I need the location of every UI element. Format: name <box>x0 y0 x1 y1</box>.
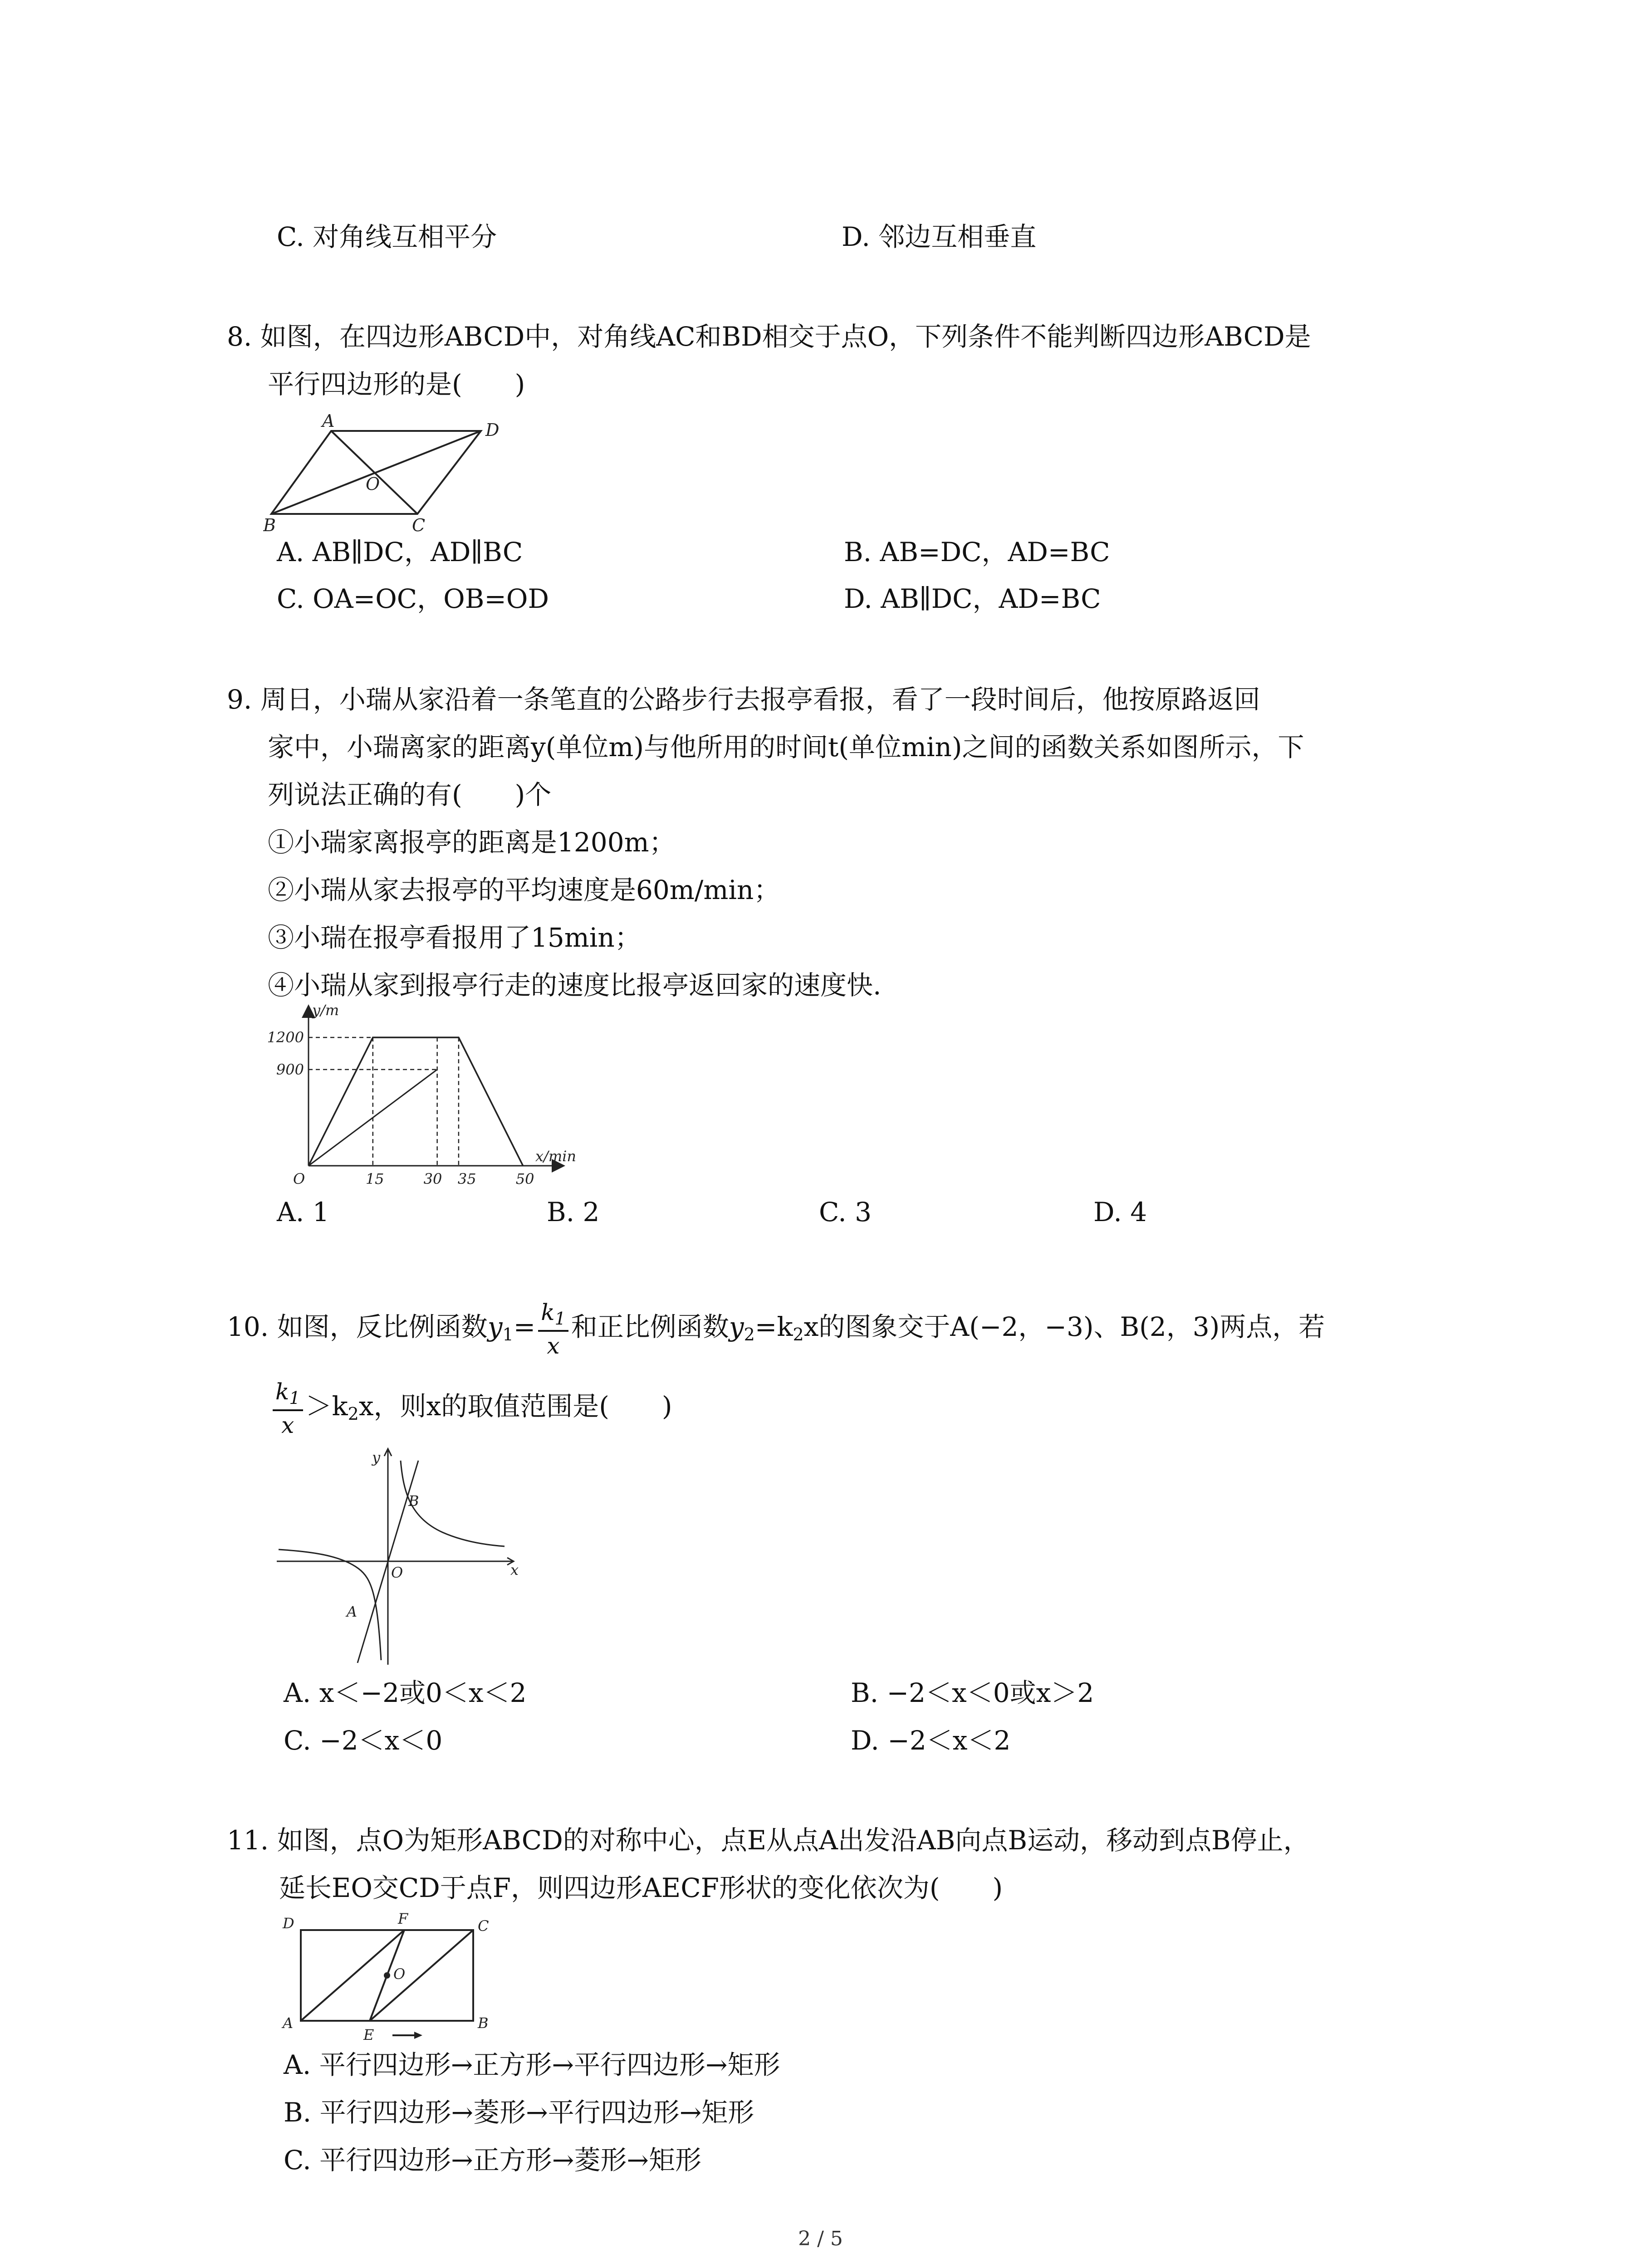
q9-option-a[interactable]: A. 1 <box>277 1197 329 1227</box>
q10-stem-line2 <box>270 1372 672 1448</box>
q10-line2-rest: x，则x的取值范围是( ) <box>358 1391 672 1422</box>
graph-x-label: x <box>510 1561 519 1579</box>
q10-option-c[interactable]: C. −2＜x＜0 <box>284 1725 443 1756</box>
q8-option-b[interactable]: B. AB=DC，AD=BC <box>844 537 1110 567</box>
q8-option-a[interactable]: A. AB∥DC，AD∥BC <box>277 537 523 567</box>
q8-parallelogram-figure <box>263 411 508 533</box>
q8-stem-line2: 平行四边形的是( ) <box>268 369 525 400</box>
q9-stem-line1: 9. 周日，小瑞从家沿着一条笔直的公路步行去报亭看报，看了一段时间后，他按原路返回 <box>227 684 1260 715</box>
q11-option-b[interactable]: B. 平行四边形→菱形→平行四边形→矩形 <box>284 2097 754 2128</box>
k1-over-x-fraction <box>538 1301 568 1357</box>
x-tick-35: 35 <box>457 1170 476 1188</box>
center-o <box>384 1972 390 1979</box>
y1-symbol: y <box>487 1311 503 1342</box>
k2-subscript: 2 <box>793 1325 804 1344</box>
graph-point-a: A <box>347 1603 358 1620</box>
label-o: O <box>366 474 380 494</box>
k2-sub-line2: 2 <box>348 1404 359 1424</box>
q7-option-d[interactable]: D. 邻边互相垂直 <box>842 221 1037 252</box>
frac2-num: k <box>275 1378 289 1405</box>
q10-option-a[interactable]: A. x＜−2或0＜x＜2 <box>284 1677 527 1708</box>
label-o: O <box>393 1965 406 1983</box>
q9-option-c[interactable]: C. 3 <box>819 1197 872 1227</box>
q9-statement-3: ③小瑞在报亭看报用了15min； <box>268 922 641 953</box>
y1-subscript: 1 <box>502 1325 514 1344</box>
label-d: D <box>283 1915 294 1932</box>
q11-option-c[interactable]: C. 平行四边形→正方形→菱形→矩形 <box>284 2145 701 2175</box>
q11-rectangle-figure <box>279 1907 515 2048</box>
frac-num-sub: 1 <box>554 1308 566 1329</box>
q9-distance-time-chart <box>263 1002 581 1193</box>
label-c: C <box>412 515 426 533</box>
label-b: B <box>263 515 276 533</box>
label-f: F <box>398 1910 408 1927</box>
label-e: E <box>363 2026 374 2043</box>
origin-label: O <box>293 1170 305 1188</box>
y-axis-label: y/m <box>312 1002 339 1019</box>
dashed-guides <box>309 1037 459 1166</box>
q10-text-a: 10. 如图，反比例函数 <box>227 1311 488 1342</box>
motion-arrow-head <box>414 2032 422 2039</box>
equals-sign: = <box>513 1311 536 1342</box>
q11-stem-line2: 延长EO交CD于点F，则四边形AECF形状的变化依次为( ) <box>279 1872 1003 1903</box>
series-line <box>309 1037 523 1166</box>
q9-statement-1: ①小瑞家离报亭的距离是1200m； <box>268 827 676 858</box>
k2-prefix: =k <box>754 1311 793 1342</box>
q9-statement-2: ②小瑞从家去报亭的平均速度是60m/min； <box>268 875 780 905</box>
label-a: A <box>322 411 335 431</box>
x-axis-label: x/min <box>535 1148 577 1165</box>
q10-option-d[interactable]: D. −2＜x＜2 <box>851 1725 1011 1756</box>
q8-stem-line1: 8. 如图，在四边形ABCD中，对角线AC和BD相交于点O，下列条件不能判断四边形ABCD是 <box>227 321 1311 352</box>
q10-stem-line1 <box>227 1293 1325 1369</box>
y-tick-900: 900 <box>276 1061 304 1078</box>
label-d: D <box>485 420 500 440</box>
q9-statement-4: ④小瑞从家到报亭行走的速度比报亭返回家的速度快. <box>268 970 882 1001</box>
frac2-num-sub: 1 <box>289 1388 300 1408</box>
y2-subscript: 2 <box>744 1325 755 1344</box>
x-tick-30: 30 <box>423 1170 442 1188</box>
q10-option-b[interactable]: B. −2＜x＜0或x＞2 <box>851 1677 1094 1708</box>
hyperbola-branch-2 <box>279 1549 381 1660</box>
q8-option-c[interactable]: C. OA=OC，OB=OD <box>277 583 549 614</box>
q7-option-c[interactable]: C. 对角线互相平分 <box>277 221 497 252</box>
q9-option-b[interactable]: B. 2 <box>547 1197 600 1227</box>
frac2-den: x <box>281 1412 294 1438</box>
graph-origin-label: O <box>391 1564 403 1581</box>
label-b: B <box>478 2014 489 2032</box>
label-c: C <box>478 1917 489 1935</box>
k1-over-x-fraction-2 <box>273 1380 303 1437</box>
q11-option-a[interactable]: A. 平行四边形→正方形→平行四边形→矩形 <box>284 2049 780 2080</box>
q9-stem-line3: 列说法正确的有( )个 <box>268 779 552 810</box>
y2-symbol: y <box>729 1311 744 1342</box>
page-number: 2 / 5 <box>798 2227 843 2250</box>
q8-option-d[interactable]: D. AB∥DC，AD=BC <box>844 583 1101 614</box>
q9-stem-line2: 家中，小瑞离家的距离y(单位m)与他所用的时间t(单位min)之间的函数关系如图所示，下 <box>268 732 1304 763</box>
graph-point-b: B <box>408 1492 419 1510</box>
frac-den: x <box>547 1332 560 1359</box>
q10-function-graph <box>272 1442 526 1669</box>
x-tick-15: 15 <box>365 1170 384 1188</box>
q10-text-b: 和正比例函数 <box>571 1311 729 1342</box>
q9-option-d[interactable]: D. 4 <box>1093 1197 1147 1227</box>
label-a: A <box>283 2014 294 2032</box>
y-tick-1200: 1200 <box>267 1029 304 1046</box>
x-tick-50: 50 <box>515 1170 534 1188</box>
frac-num: k <box>541 1299 555 1325</box>
graph-y-label: y <box>372 1449 381 1466</box>
greater-than-k: ＞k <box>305 1391 348 1422</box>
q10-text-d: x的图象交于A(−2，−3)、B(2，3)两点，若 <box>803 1311 1325 1342</box>
q11-stem-line1: 11. 如图，点O为矩形ABCD的对称中心，点E从点A出发沿AB向点B运动，移动到点B停止， <box>227 1825 1310 1856</box>
